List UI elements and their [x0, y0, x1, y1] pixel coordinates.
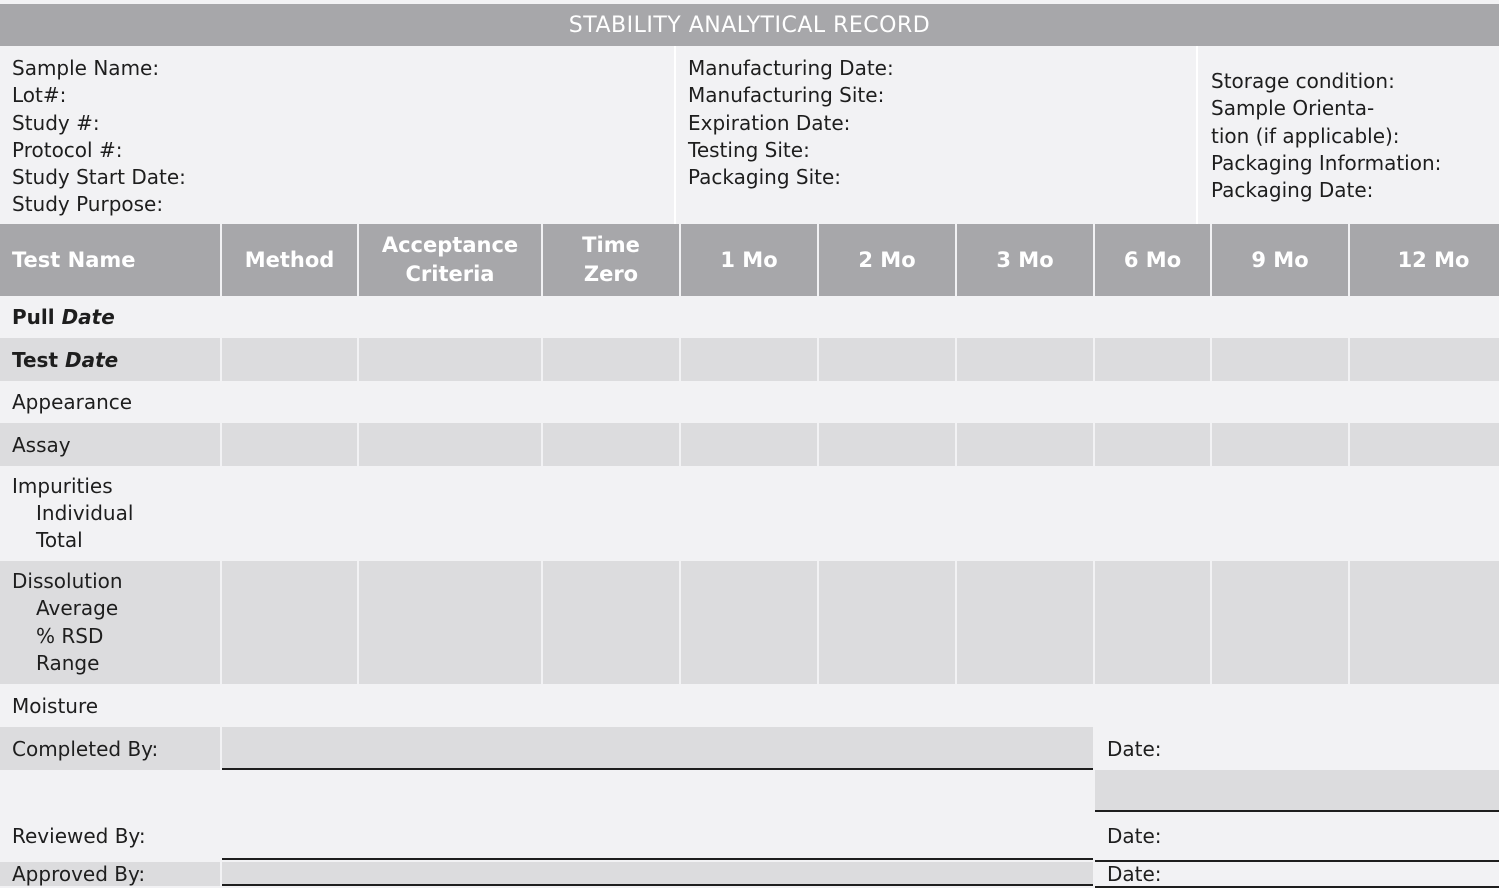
- table-cell[interactable]: [1212, 423, 1348, 466]
- study-purpose-label: Study Purpose:: [12, 192, 164, 217]
- table-cell[interactable]: [1350, 296, 1499, 338]
- completed-date-label: Date:: [1095, 727, 1210, 770]
- table-cell[interactable]: [819, 684, 955, 727]
- storage-info-column: [1211, 68, 1441, 204]
- individual-label: Individual: [36, 500, 134, 525]
- table-cell[interactable]: [222, 338, 357, 381]
- table-cell[interactable]: [1212, 561, 1348, 684]
- header-6-mo: 6 Mo: [1095, 224, 1210, 296]
- table-cell[interactable]: [359, 684, 541, 727]
- table-cell[interactable]: [543, 684, 679, 727]
- table-cell[interactable]: [819, 296, 955, 338]
- header-acceptance-criteria: Acceptance Criteria: [359, 224, 541, 296]
- table-cell[interactable]: [819, 466, 955, 561]
- table-cell[interactable]: [681, 466, 817, 561]
- row-label-appearance: Appearance: [0, 381, 220, 423]
- table-cell[interactable]: [543, 466, 679, 561]
- sample-orientation-label-1: Sample Orienta-: [1211, 96, 1375, 121]
- table-cell[interactable]: [222, 561, 357, 684]
- table-cell[interactable]: [1212, 338, 1348, 381]
- dissolution-label: Dissolution: [12, 568, 123, 593]
- table-cell[interactable]: [681, 423, 817, 466]
- table-cell[interactable]: [1350, 338, 1499, 381]
- table-cell[interactable]: [1095, 423, 1210, 466]
- table-cell[interactable]: [1350, 423, 1499, 466]
- range-label: Range: [36, 650, 100, 675]
- table-cell[interactable]: [1212, 466, 1348, 561]
- approved-date-label: Date:: [1095, 862, 1210, 886]
- header-time-zero: Time Zero: [543, 224, 679, 296]
- expiration-date-label: Expiration Date:: [688, 110, 851, 135]
- table-cell[interactable]: [1350, 684, 1499, 727]
- testing-site-label: Testing Site:: [688, 137, 810, 162]
- table-cell[interactable]: [359, 423, 541, 466]
- table-cell[interactable]: [957, 338, 1093, 381]
- table-cell[interactable]: [222, 684, 357, 727]
- table-cell[interactable]: [359, 561, 541, 684]
- completed-date-field[interactable]: [1095, 770, 1499, 812]
- table-cell[interactable]: [1095, 381, 1210, 423]
- header-1-mo: 1 Mo: [681, 224, 817, 296]
- table-cell[interactable]: [1212, 381, 1348, 423]
- row-label-pull-date: Pull Date: [0, 296, 220, 338]
- reviewed-by-field[interactable]: [222, 812, 1093, 860]
- table-cell[interactable]: [1350, 466, 1499, 561]
- manufacturing-date-label: Manufacturing Date:: [688, 56, 894, 80]
- lot-label: Lot#:: [12, 83, 67, 108]
- info-divider-2: [1196, 46, 1198, 224]
- row-label-impurities: [0, 466, 220, 561]
- table-cell[interactable]: [1095, 338, 1210, 381]
- packaging-date-label: Packaging Date:: [1211, 178, 1374, 203]
- manufacturing-info-column: [688, 55, 894, 191]
- table-cell[interactable]: [1212, 296, 1348, 338]
- impurities-label: Impurities: [12, 473, 113, 498]
- stability-table: [0, 224, 1499, 886]
- table-cell[interactable]: [957, 561, 1093, 684]
- table-cell[interactable]: [359, 466, 541, 561]
- table-cell[interactable]: [543, 423, 679, 466]
- sample-info-column: [12, 55, 186, 219]
- rsd-label: % RSD: [36, 623, 104, 648]
- table-cell[interactable]: [1095, 296, 1210, 338]
- table-cell[interactable]: [819, 561, 955, 684]
- table-cell[interactable]: [819, 423, 955, 466]
- table-cell[interactable]: [1095, 684, 1210, 727]
- header-12-mo: 12 Mo: [1350, 224, 1499, 296]
- sample-orientation-label-2: tion (if applicable):: [1211, 123, 1400, 148]
- approved-by-label: Approved By:: [0, 862, 220, 886]
- record-title: STABILITY ANALYTICAL RECORD: [0, 4, 1499, 46]
- table-cell[interactable]: [543, 381, 679, 423]
- row-label-assay: Assay: [0, 423, 220, 466]
- table-cell[interactable]: [957, 423, 1093, 466]
- table-cell[interactable]: [819, 381, 955, 423]
- table-cell[interactable]: [543, 561, 679, 684]
- study-number-label: Study #:: [12, 110, 100, 135]
- completed-by-label: Completed By:: [0, 727, 220, 770]
- header-method: Method: [222, 224, 357, 296]
- table-cell[interactable]: [957, 296, 1093, 338]
- table-cell[interactable]: [681, 381, 817, 423]
- table-cell[interactable]: [222, 466, 357, 561]
- table-cell[interactable]: [681, 684, 817, 727]
- row-label-test-date: Test Date: [0, 338, 220, 381]
- table-cell[interactable]: [1350, 381, 1499, 423]
- header-test-name: Test Name: [0, 224, 220, 296]
- table-cell[interactable]: [1095, 561, 1210, 684]
- average-label: Average: [36, 596, 119, 621]
- table-cell[interactable]: [1350, 561, 1499, 684]
- table-cell[interactable]: [359, 381, 541, 423]
- total-label: Total: [36, 528, 83, 553]
- table-cell[interactable]: [222, 296, 357, 338]
- sample-name-label: Sample Name:: [12, 56, 160, 80]
- protocol-number-label: Protocol #:: [12, 137, 123, 162]
- manufacturing-site-label: Manufacturing Site:: [688, 83, 885, 108]
- packaging-information-label: Packaging Information:: [1211, 150, 1442, 175]
- table-cell[interactable]: [1212, 684, 1348, 727]
- completed-by-field[interactable]: [222, 727, 1093, 770]
- header-3-mo: 3 Mo: [957, 224, 1093, 296]
- packaging-site-label: Packaging Site:: [688, 165, 842, 190]
- row-label-moisture: Moisture: [0, 684, 220, 727]
- table-cell[interactable]: [359, 296, 541, 338]
- storage-condition-label: Storage condition:: [1211, 69, 1395, 93]
- table-cell[interactable]: [957, 684, 1093, 727]
- table-cell[interactable]: [819, 338, 955, 381]
- table-cell[interactable]: [681, 338, 817, 381]
- table-cell[interactable]: [681, 296, 817, 338]
- reviewed-by-label: Reviewed By:: [0, 812, 220, 860]
- table-cell[interactable]: [957, 381, 1093, 423]
- reviewed-date-label: Date:: [1095, 812, 1210, 860]
- table-cell[interactable]: [222, 423, 357, 466]
- header-2-mo: 2 Mo: [819, 224, 955, 296]
- table-cell[interactable]: [681, 561, 817, 684]
- table-cell[interactable]: [957, 466, 1093, 561]
- info-divider-1: [674, 46, 676, 224]
- table-cell[interactable]: [543, 296, 679, 338]
- table-cell[interactable]: [222, 381, 357, 423]
- table-cell[interactable]: [1095, 466, 1210, 561]
- header-9-mo: 9 Mo: [1212, 224, 1348, 296]
- row-label-dissolution: [0, 561, 220, 684]
- table-cell[interactable]: [543, 338, 679, 381]
- study-start-date-label: Study Start Date:: [12, 165, 186, 190]
- approved-by-field[interactable]: [222, 862, 1093, 886]
- table-cell[interactable]: [359, 338, 541, 381]
